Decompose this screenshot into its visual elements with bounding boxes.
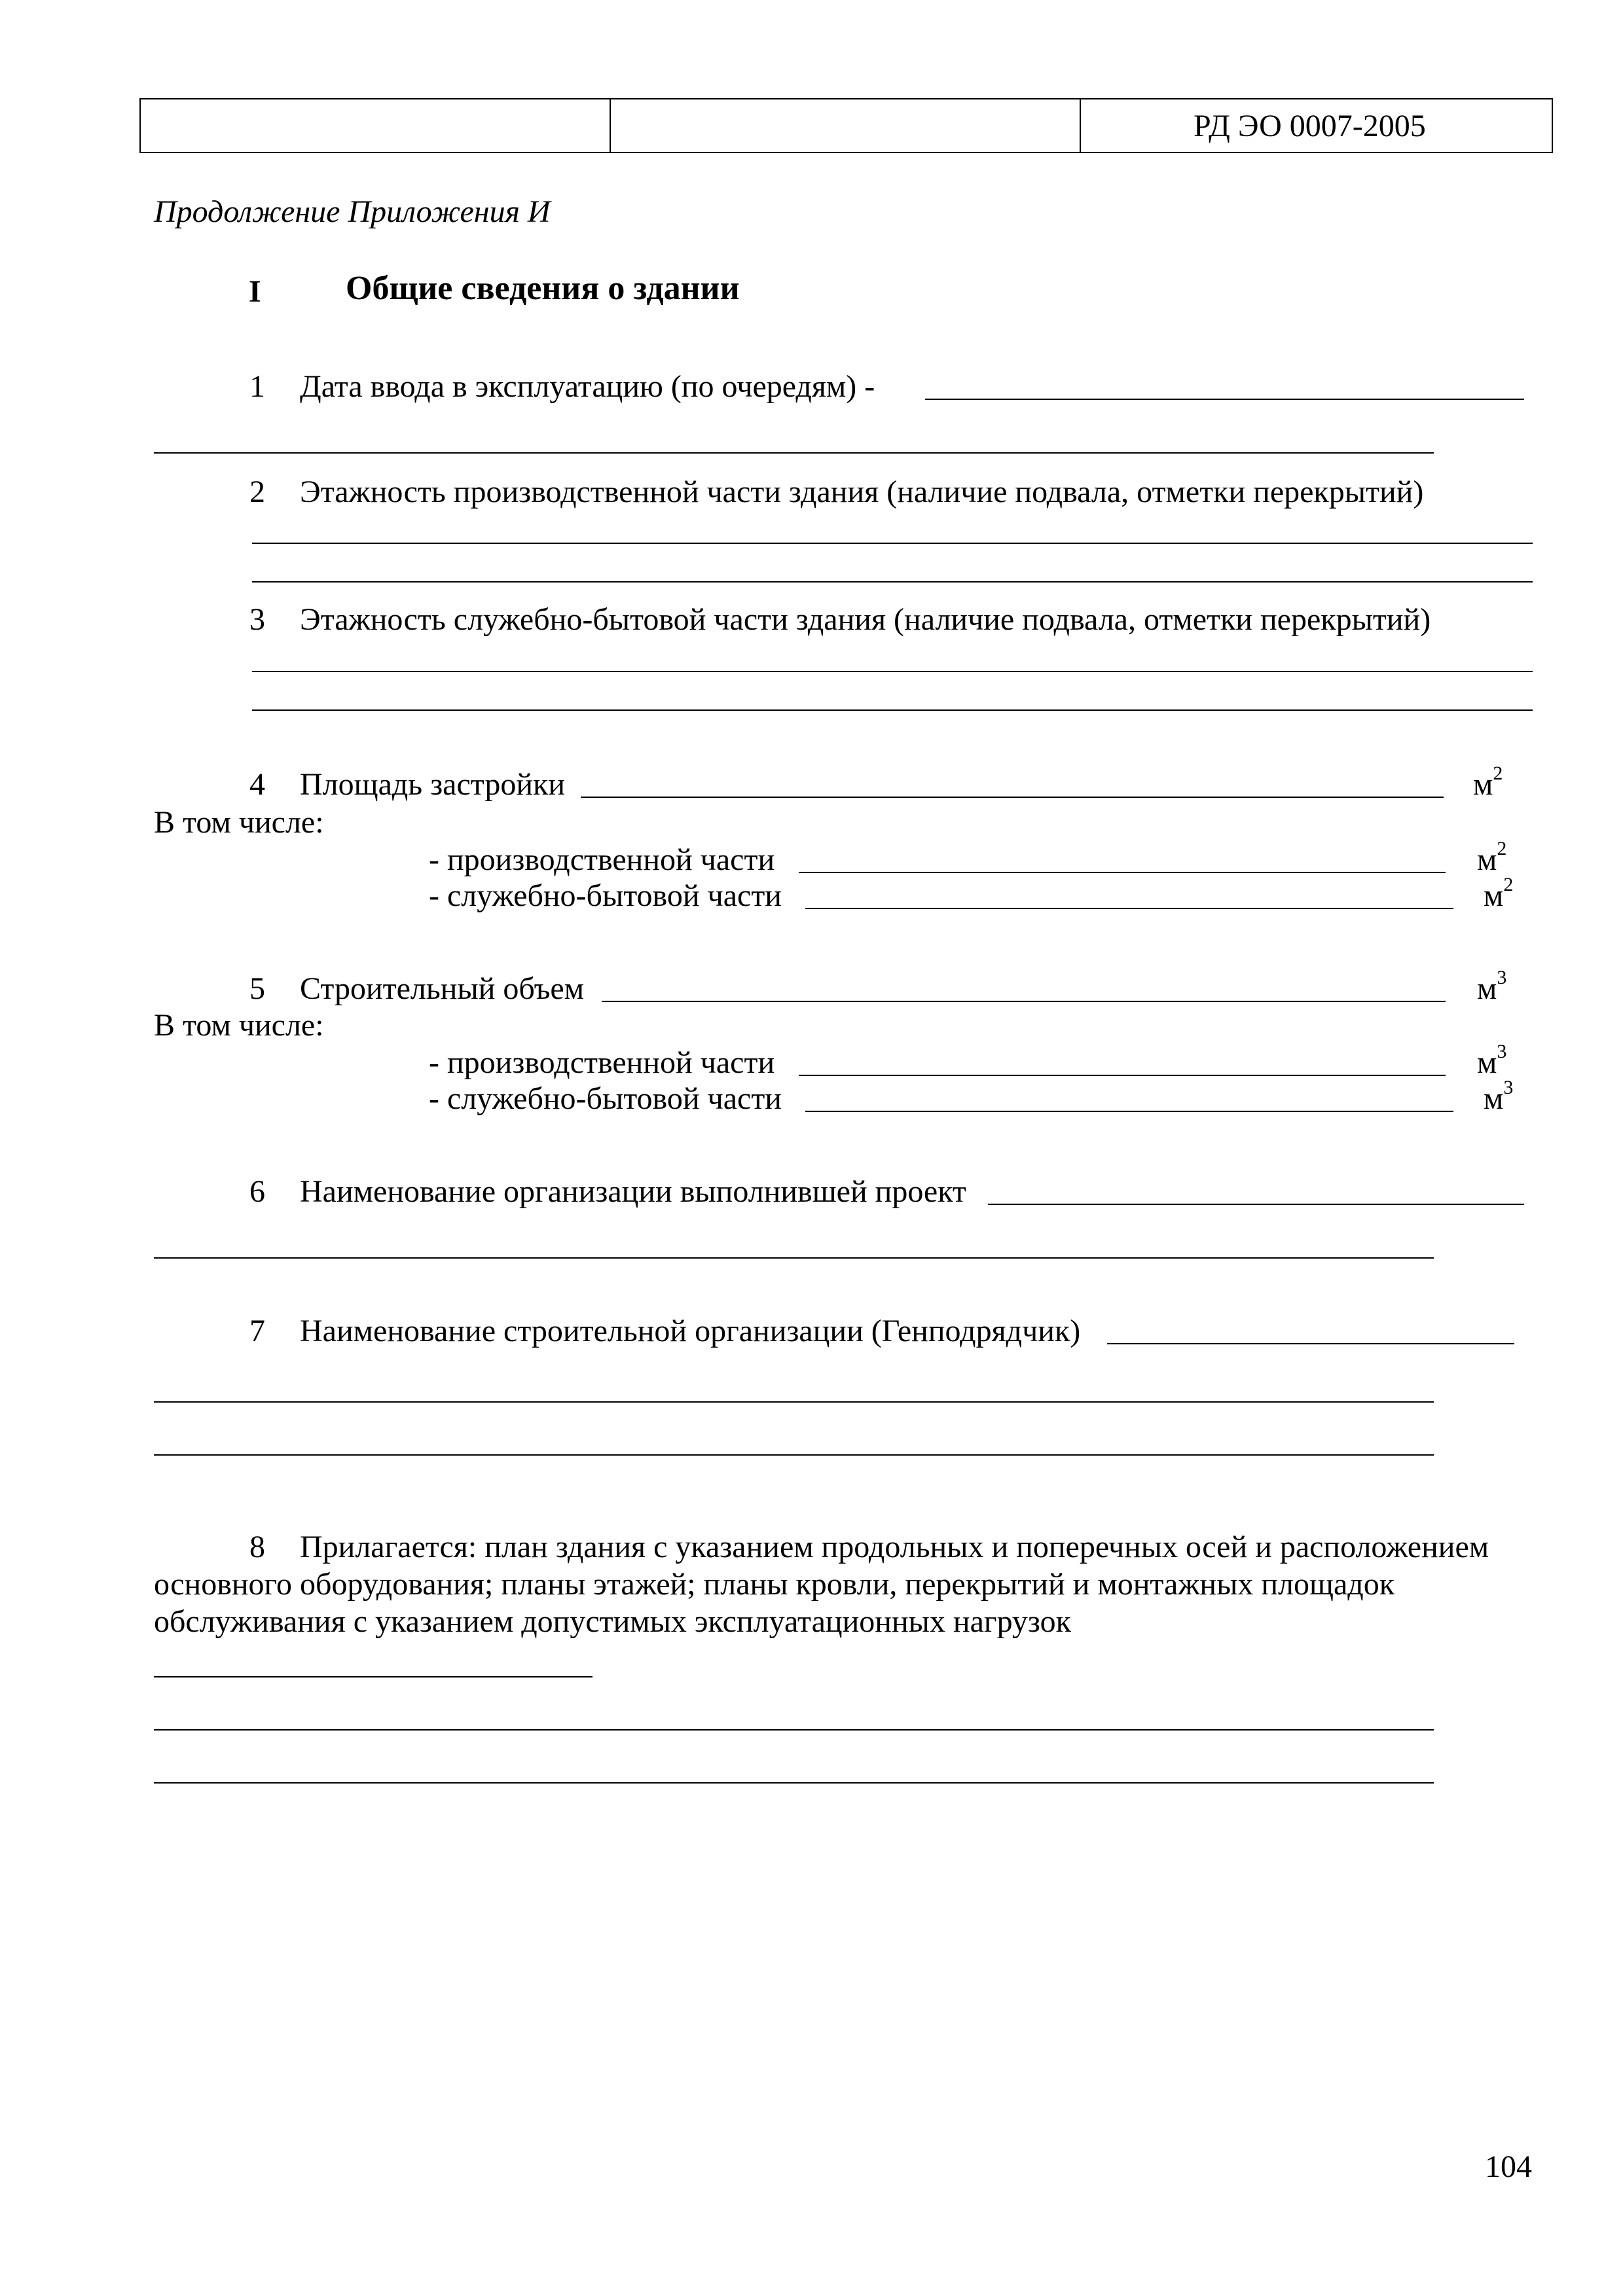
item-5-sub-production-fill-line bbox=[799, 1075, 1446, 1076]
item-8-text-line-3: обслуживания с указанием допустимых эксплуатационных нагрузок bbox=[154, 1604, 1071, 1639]
item-4-sub-service-unit: $м^2$ bbox=[1484, 874, 1514, 913]
item-2-fill-line bbox=[252, 543, 1533, 544]
item-5-number: 5 bbox=[249, 971, 265, 1006]
item-3-fill-line bbox=[252, 671, 1533, 672]
item-6-fill-line-2 bbox=[154, 1257, 1434, 1259]
item-3-label: Этажность служебно-бытовой части здания (наличие подвала, отметки перекрытий) bbox=[300, 602, 1431, 637]
item-2-label: Этажность производственной части здания (наличие подвала, отметки перекрытий) bbox=[300, 475, 1424, 509]
item-8-fill-line bbox=[154, 1676, 593, 1677]
item-4-sub-service-label: - служебно-бытовой части bbox=[429, 878, 782, 913]
item-7-fill-line-3 bbox=[154, 1454, 1434, 1456]
item-4-sub-production-fill-line bbox=[799, 872, 1446, 873]
item-5-sub-service-unit: $м^3$ bbox=[1484, 1077, 1514, 1116]
item-4-sub-production-label: - производственной части bbox=[429, 842, 775, 877]
item-7-number: 7 bbox=[249, 1314, 265, 1348]
page-number: 104 bbox=[1485, 2149, 1532, 2184]
item-1-label: Дата ввода в эксплуатацию (по очередям) - bbox=[300, 369, 875, 404]
item-8-text-line-2: основного оборудования; планы этажей; планы кровли, перекрытий и монтажных площадок bbox=[154, 1567, 1395, 1602]
item-6-number: 6 bbox=[249, 1174, 265, 1209]
continuation-caption: Продолжение Приложения И bbox=[154, 194, 551, 229]
doc-code: РД ЭО 0007-2005 bbox=[1194, 109, 1426, 143]
item-5-sub-service-label: - служебно-бытовой части bbox=[429, 1081, 782, 1116]
item-4-sub-service-fill-line bbox=[805, 908, 1453, 909]
item-5-including-label: В том числе: bbox=[154, 1008, 324, 1043]
item-4-including-label: В том числе: bbox=[154, 805, 324, 840]
item-5-unit: $м^3$ bbox=[1477, 967, 1507, 1006]
item-7-fill-line bbox=[1107, 1343, 1514, 1344]
item-2-fill-line-2 bbox=[252, 581, 1533, 583]
header-cell-2 bbox=[610, 98, 1081, 153]
item-7-label: Наименование строительной организации (Генподрядчик) bbox=[300, 1314, 1081, 1348]
item-6-fill-line bbox=[988, 1204, 1524, 1205]
item-1-number: 1 bbox=[249, 369, 265, 404]
item-7-fill-line-2 bbox=[154, 1401, 1434, 1403]
item-5-sub-service-fill-line bbox=[805, 1111, 1453, 1112]
item-4-number: 4 bbox=[249, 767, 265, 802]
section-number: I bbox=[249, 274, 261, 309]
item-4-sub-production-unit: $м^2$ bbox=[1477, 838, 1507, 877]
item-5-label: Строительный объем bbox=[300, 971, 585, 1006]
item-5-sub-production-label: - производственной части bbox=[429, 1045, 775, 1080]
item-4-label: Площадь застройки bbox=[300, 767, 566, 802]
item-1-fill-line-2 bbox=[154, 452, 1434, 454]
item-8-fill-line-2 bbox=[154, 1729, 1434, 1731]
item-5-fill-line bbox=[602, 1001, 1446, 1002]
item-4-fill-line bbox=[581, 797, 1444, 798]
item-8-fill-line-3 bbox=[154, 1782, 1434, 1784]
item-3-number: 3 bbox=[249, 602, 265, 637]
item-3-fill-line-2 bbox=[252, 709, 1533, 711]
item-2-number: 2 bbox=[249, 475, 265, 509]
header-cell-1 bbox=[139, 98, 611, 153]
item-5-sub-production-unit: $м^3$ bbox=[1477, 1041, 1507, 1080]
item-6-label: Наименование организации выполнившей проект bbox=[300, 1174, 966, 1209]
item-8-number: 8 bbox=[249, 1530, 265, 1564]
item-8-text-line-1: Прилагается: план здания с указанием продольных и поперечных осей и расположением bbox=[300, 1530, 1489, 1564]
item-4-unit: $м^2$ bbox=[1473, 762, 1503, 802]
item-1-fill-line bbox=[925, 399, 1524, 400]
section-title: Общие сведения о здании bbox=[346, 270, 740, 307]
